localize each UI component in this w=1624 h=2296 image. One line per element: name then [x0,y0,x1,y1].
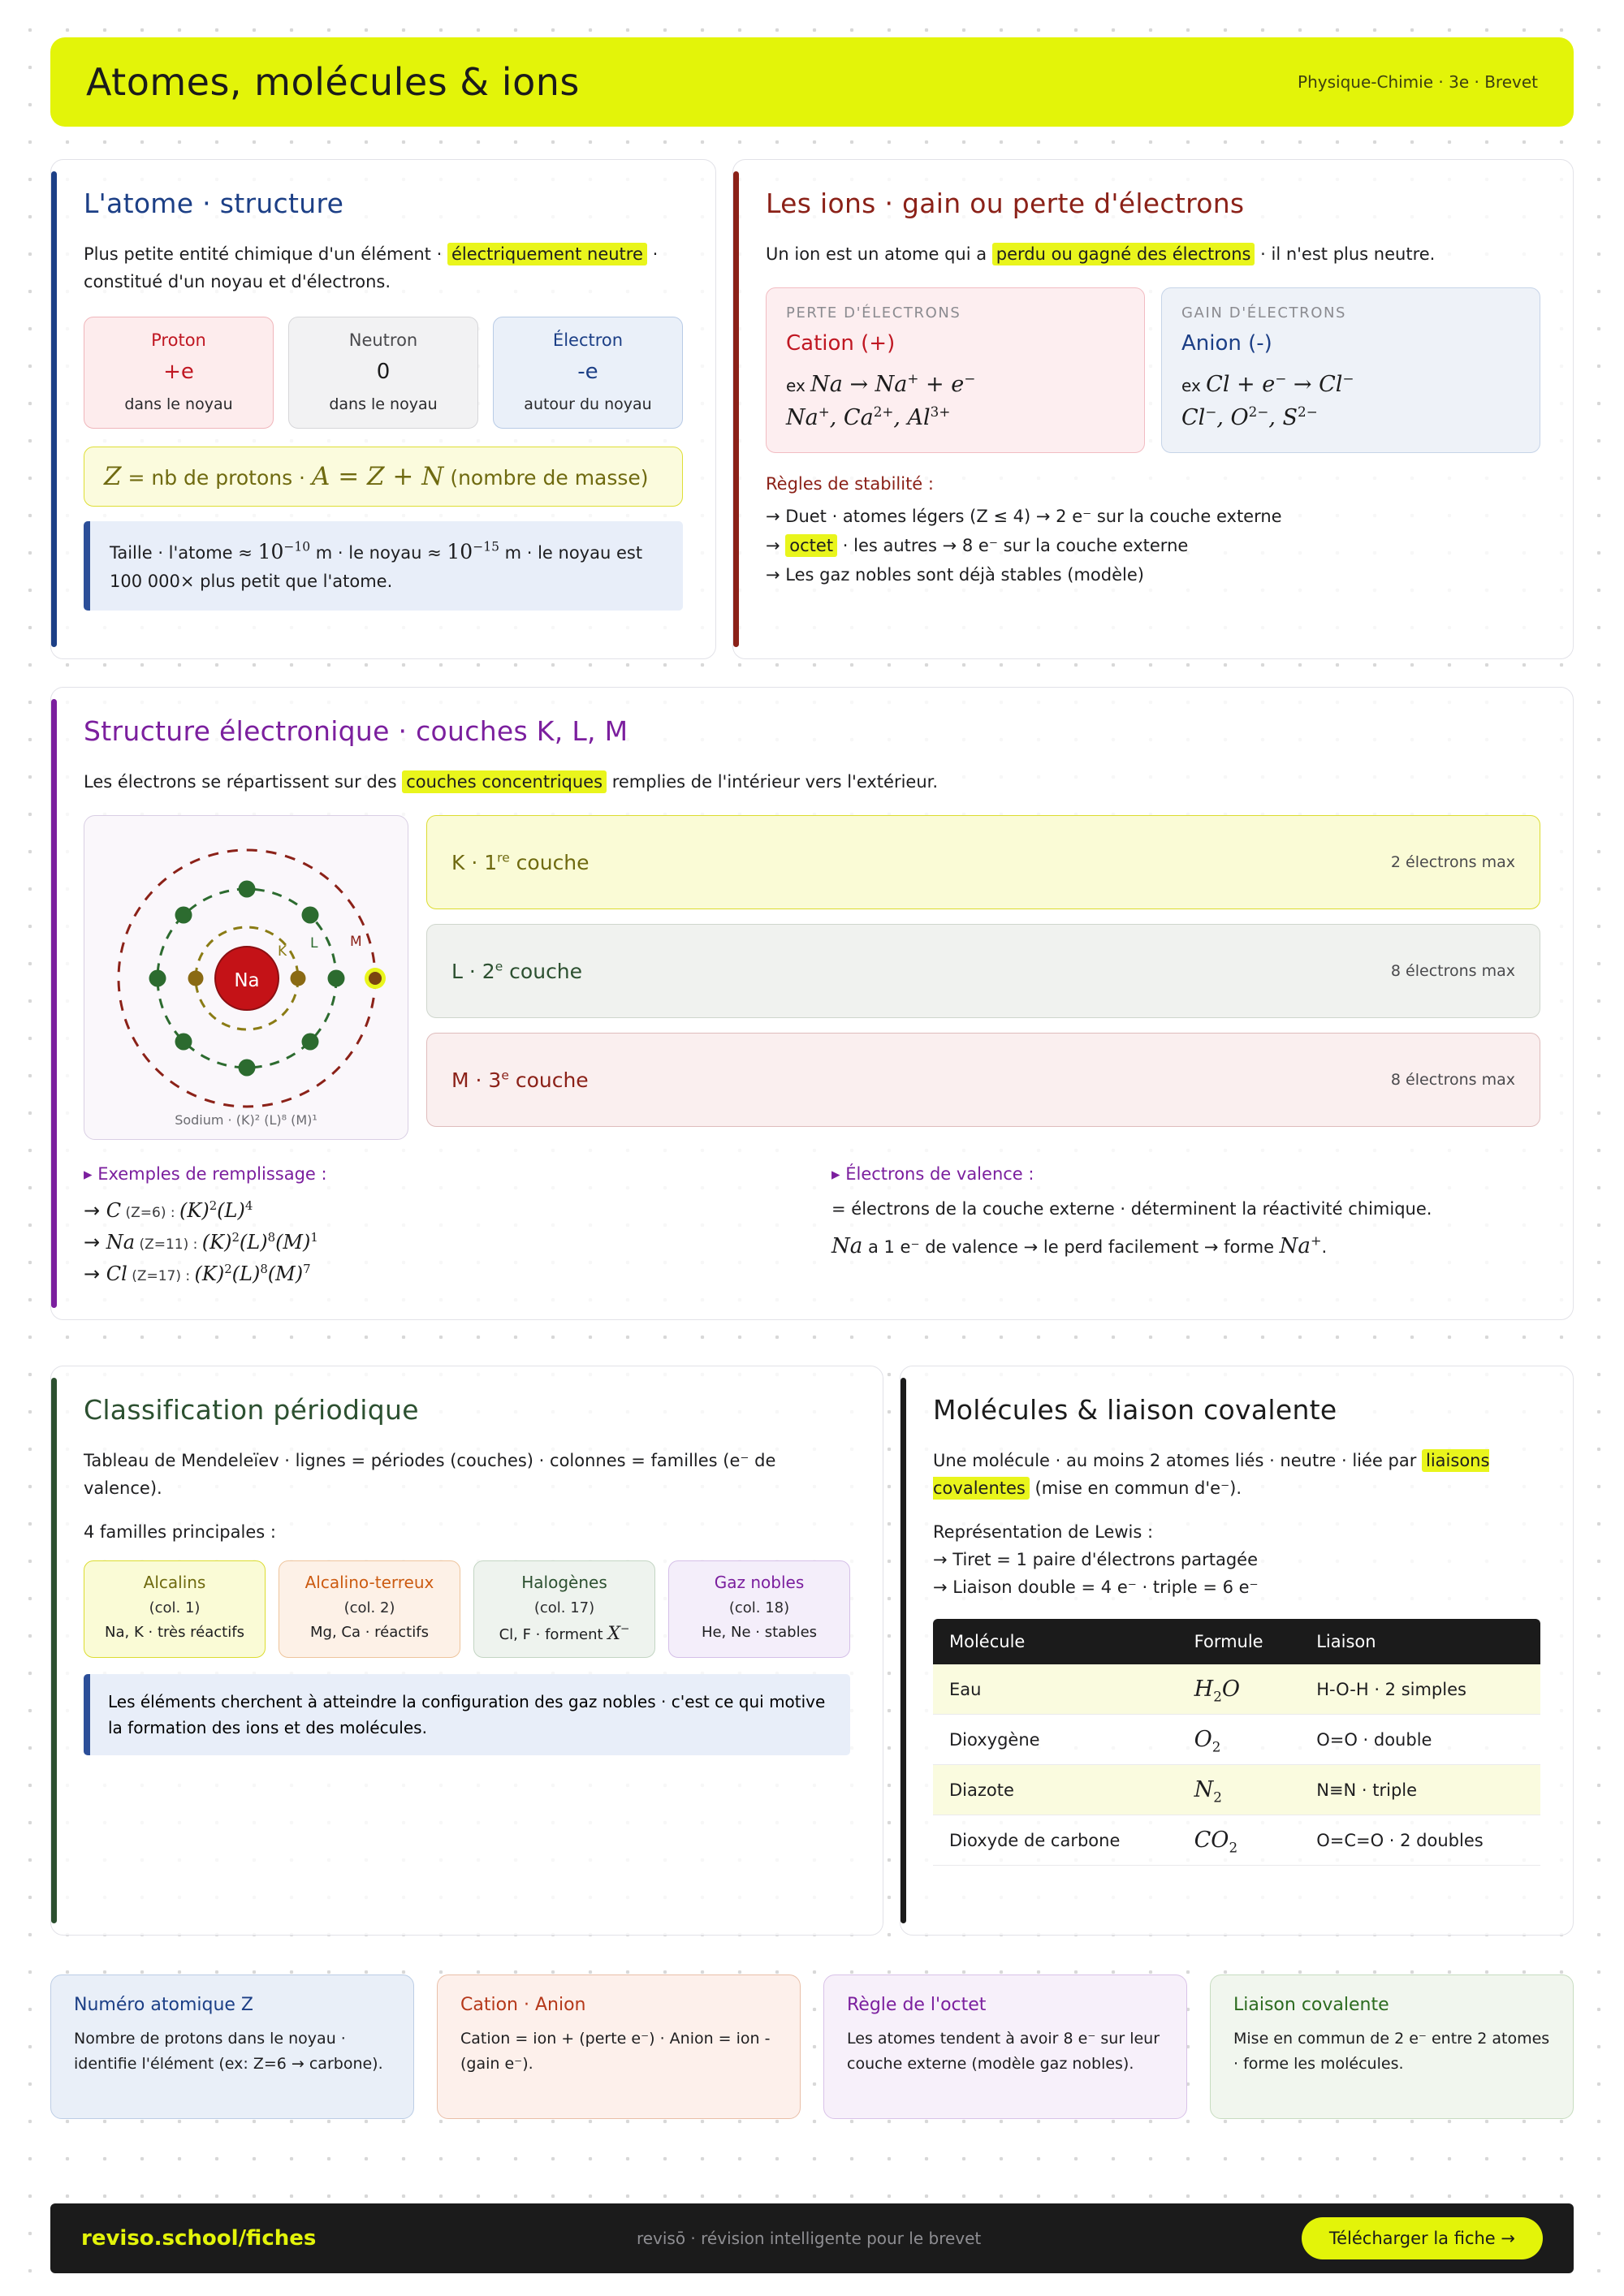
shell-intro-a: Les électrons se répartissent sur des [84,772,403,792]
shell-row-group [426,815,1540,1140]
anion-examples: Cl−, $O^{2-}$, $S^{2-}$ [1181,403,1318,430]
cell-molecule-name: Eau [933,1664,1178,1715]
orbit-label-l: L [310,935,318,952]
particle-charge: 0 [376,360,391,385]
column-header-molecule: Molécule [933,1619,1178,1664]
definition-title: Cation · Anion [460,1995,586,2015]
page-title: Atomes, molécules & ions [86,60,580,104]
bohr-model-caption: Sodium · (K)² (L)⁸ (M)¹ [175,1112,317,1129]
table-row [933,1664,1540,1715]
footer-tagline: revisō · révision intelligente pour le brevet [636,2229,982,2248]
formula-z-definition: = nb de protons · [121,466,312,490]
filling-examples-heading: ▸ Exemples de remplissage : [84,1164,327,1185]
shell-intro-highlight: couches concentriques [402,770,607,793]
atom-intro-part-b: · constitué d'un noyau et d'électrons. [84,244,659,292]
filling-examples-column [84,1164,793,1290]
shell-details-columns [84,1164,1540,1290]
particle-location: dans le noyau [124,395,233,414]
shell-label-k: K · 1re couche [451,850,590,874]
card-periodic-classification [50,1366,883,1936]
cation-kicker: PERTE D'ÉLECTRONS [786,304,961,322]
size-note-c: m · le noyau est 100 000× plus petit que l'atome. [110,543,643,592]
anion-equation: ex Cl + e− → Cl− [1181,370,1354,398]
family-card-alkali [84,1560,266,1658]
family-name: Halogènes [521,1573,607,1593]
particle-card-neutron [288,317,478,429]
card-accent-bar [51,1378,57,1923]
definition-title: Règle de l'octet [847,1995,987,2015]
particle-card-proton [84,317,274,429]
particle-location: autour du noyau [524,395,652,414]
shell-row-k [426,815,1540,909]
stability-rule-duet: → Duet · atomes légers (Z ≤ 4) → 2 e⁻ sur la couche externe [766,507,1282,527]
family-name: Gaz nobles [714,1573,805,1593]
cation-name: Cation (+) [786,331,896,356]
electron-l-4-icon [302,1034,319,1051]
valence-heading: ▸ Électrons de valence : [831,1164,1034,1185]
ions-intro-a: Un ion est un atome qui a [766,244,992,264]
family-card-noble-gases [668,1560,850,1658]
table-row [933,1815,1540,1866]
electron-l-8-icon [175,907,192,924]
definition-text: Nombre de protons dans le noyau · identifie l'élément (ex: Z=6 → carbone). [74,2030,383,2073]
size-note-b: m · le noyau ≈ [310,543,447,563]
rule-octet-a: → [766,536,786,556]
bohr-model-diagram [84,815,408,1140]
definition-text: Mise en commun de 2 e⁻ entre 2 atomes · forme les molécules. [1233,2030,1550,2073]
definition-text: Les atomes tendent à avoir 8 e⁻ sur leur couche externe (modèle gaz nobles). [847,2030,1160,2073]
footer-brand-link[interactable]: reviso.school/fiches [81,2226,317,2251]
ions-intro-text [766,240,1540,268]
config-example-chlorine: → Cl (Z=17) : $(K)^2(L)^8(M)^7$ [84,1261,311,1285]
cell-molecule-name: Dioxyde de carbone [933,1815,1178,1866]
rule-octet-highlight: octet [785,534,837,557]
molecules-intro-a: Une molécule · au moins 2 atomes liés · neutre · liée par [933,1451,1423,1470]
cell-molecule-bond: O=C=O · 2 doubles [1300,1815,1540,1866]
anion-name: Anion (-) [1181,331,1272,356]
cell-molecule-bond: O=O · double [1300,1715,1540,1765]
ions-intro-highlight: perdu ou gagné des électrons [992,243,1255,265]
valence-description: = électrons de la couche externe · déterminent la réactivité chimique. [831,1199,1432,1219]
column-header-bond: Liaison [1300,1619,1540,1664]
formula-symbol-z: Z [104,462,122,492]
lewis-rule-multiple-bonds: → Liaison double = 4 e⁻ · triple = 6 e⁻ [933,1577,1259,1598]
card-molecules [900,1366,1574,1936]
molecules-table [933,1619,1540,1866]
electron-m-1-icon [369,972,382,985]
stability-rule-noble-gas: → Les gaz nobles sont déjà stables (modèle) [766,565,1144,585]
note-box-atom-size [84,521,683,611]
particle-name: Neutron [348,330,418,351]
family-examples: Na, K · très réactifs [105,1624,244,1642]
nucleus-label: Na [234,970,260,992]
electron-k-2-icon [291,971,306,986]
page-header [50,37,1574,127]
shell-label-l: $L \cdot 2^e$ couche [451,959,583,983]
electron-l-3-icon [328,970,345,987]
shell-row-l [426,924,1540,1018]
family-column: (col. 2) [343,1599,395,1617]
size-power-1: $10^{-10}$ [257,539,311,564]
ion-box-group [766,287,1540,453]
card-title-electronic-structure: Structure électronique · couches K, L, M [84,715,628,747]
card-electronic-structure [50,687,1574,1320]
family-card-halogens [473,1560,655,1658]
valence-sodium-example: Na a 1 e⁻ de valence → le perd facilement → forme Na+. [831,1232,1328,1259]
particle-charge: -e [577,360,598,385]
family-name: Alcalino-terreux [304,1573,434,1593]
card-title-molecules: Molécules & liaison covalente [933,1394,1337,1426]
orbit-label-m: M [350,934,362,951]
molecules-intro-highlight: liaisons covalentes [933,1451,1490,1499]
atom-intro-part-a: Plus petite entité chimique d'un élément · [84,244,447,264]
table-header-row [933,1619,1540,1664]
orbit-label-k: K [278,943,287,960]
table-row [933,1765,1540,1815]
shell-section [84,815,1540,1140]
cell-molecule-formula: $CO_2$ [1178,1815,1301,1866]
particle-card-electron [493,317,683,429]
size-note-a: Taille · l'atome ≈ [110,543,258,563]
page-footer [50,2203,1574,2273]
definition-card-covalent-bond [1210,1974,1574,2119]
card-accent-bar [733,171,739,647]
electron-l-5-icon [239,1060,256,1077]
cell-molecule-bond: H-O-H · 2 simples [1300,1664,1540,1715]
particle-location: dans le noyau [329,395,438,414]
definition-card-atomic-number [50,1974,414,2119]
valence-column [831,1164,1540,1290]
shell-max-m: 8 électrons max [1390,1071,1515,1090]
shell-intro-b: remplies de l'intérieur vers l'extérieur. [607,772,939,792]
ions-intro-b: · il n'est plus neutre. [1255,244,1436,264]
shell-label-m: $M \cdot 3^e$ couche [451,1068,589,1092]
column-header-formula: Formule [1178,1619,1301,1664]
particle-name: Électron [552,330,624,351]
family-column: (col. 18) [728,1599,790,1617]
particle-name: Proton [151,330,206,351]
shell-max-k: 2 électrons max [1390,853,1515,872]
molecules-intro-b: (mise en commun d'e⁻). [1029,1478,1242,1499]
cell-molecule-bond: N≡N · triple [1300,1765,1540,1815]
anion-kicker: GAIN D'ÉLECTRONS [1181,304,1347,322]
cell-molecule-name: Diazote [933,1765,1178,1815]
size-power-2: $10^{-15}$ [447,539,499,564]
card-title-periodic: Classification périodique [84,1394,419,1426]
download-sheet-button[interactable]: Télécharger la fiche → [1302,2217,1543,2259]
family-examples: Mg, Ca · réactifs [310,1624,429,1642]
table-row [933,1715,1540,1765]
card-title-ions: Les ions · gain ou perte d'électrons [766,188,1245,219]
family-examples: Cl, F · forment X− [499,1622,630,1645]
atom-intro-highlight: électriquement neutre [447,243,647,265]
cell-molecule-formula: $O_2$ [1178,1715,1301,1765]
formula-mass-number: A = Z + N [311,462,444,492]
card-ions [732,159,1574,659]
electron-l-7-icon [149,970,166,987]
particle-box-group [84,317,683,429]
families-heading: 4 familles principales : [84,1522,276,1543]
family-column: (col. 17) [533,1599,595,1617]
definition-title: Numéro atomique Z [74,1995,253,2015]
definition-card-octet-rule [823,1974,1187,2119]
definition-text: Cation = ion + (perte e⁻) · Anion = ion - (gain e⁻). [460,2030,771,2073]
stability-rule-octet [766,531,1540,560]
family-card-alkaline-earth [279,1560,460,1658]
cation-examples: Na+, $Ca^{2+}$, $Al^{3+}$ [786,403,951,430]
cation-equation: ex Na → Na+ + e− [786,370,976,398]
molecules-intro-text [933,1447,1540,1502]
card-atom-structure [50,159,716,659]
ion-card-anion [1161,287,1540,453]
electron-l-2-icon [302,907,319,924]
definition-card-cation-anion [437,1974,801,2119]
atom-intro-text [84,240,683,296]
cell-molecule-formula: $H_2O$ [1178,1664,1301,1715]
shell-max-l: 8 électrons max [1390,962,1515,981]
definition-title: Liaison covalente [1233,1995,1389,2015]
rule-octet-b: · les autres → 8 e⁻ sur la couche externe [837,536,1189,556]
shell-row-m [426,1033,1540,1127]
shell-intro-text [84,768,1540,796]
periodic-note-box: Les éléments cherchent à atteindre la configuration des gaz nobles · c'est ce qui motive la formation des ions et des molécules. [84,1674,850,1755]
stability-rules-title: Règles de stabilité : [766,474,934,494]
card-accent-bar [901,1378,906,1923]
card-title-atom: L'atome · structure [84,188,344,219]
page-subject-meta: Physique-Chimie · 3e · Brevet [1298,72,1538,92]
lewis-rule-dash: → Tiret = 1 paire d'électrons partagée [933,1550,1259,1570]
bohr-model-svg [84,816,409,1141]
card-accent-bar [51,699,57,1308]
family-name: Alcalins [143,1573,206,1593]
electron-l-6-icon [175,1034,192,1051]
config-example-carbon: → C (Z=6) : $(K)^2(L)^4$ [84,1198,253,1223]
cell-molecule-name: Dioxygène [933,1715,1178,1765]
formula-a-definition: (nombre de masse) [443,466,649,490]
config-example-sodium: → Na (Z=11) : $(K)^2(L)^8(M)^1$ [84,1229,318,1254]
family-box-group [84,1560,850,1658]
electron-l-1-icon [239,881,256,898]
card-accent-bar [51,171,57,647]
cell-molecule-formula: $N_2$ [1178,1765,1301,1815]
particle-charge: +e [163,360,194,385]
periodic-intro-text: Tableau de Mendeleïev · lignes = périodes (couches) · colonnes = familles (e⁻ de valence). [84,1451,776,1499]
electron-k-1-icon [188,971,204,986]
ion-card-cation [766,287,1145,453]
family-column: (col. 1) [149,1599,201,1617]
lewis-heading: Représentation de Lewis : [933,1522,1154,1543]
formula-box-z-a [84,447,683,507]
family-examples: He, Ne · stables [701,1624,818,1642]
